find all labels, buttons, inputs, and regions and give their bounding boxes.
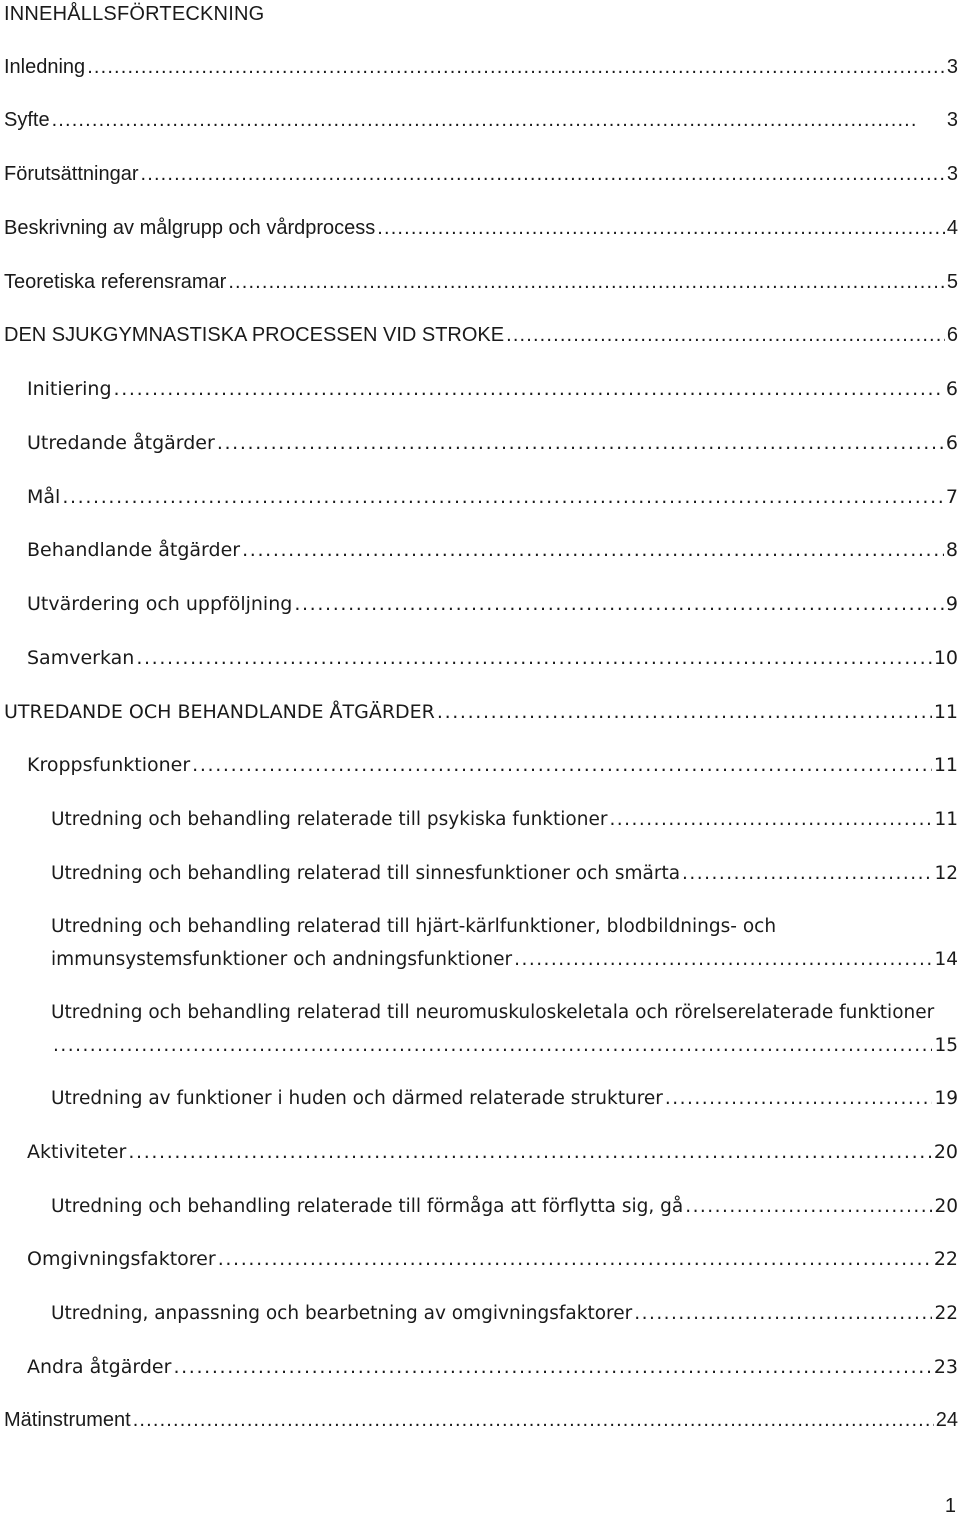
toc-entry-utvardering[interactable] — [27, 588, 960, 621]
dot-leader — [685, 1190, 932, 1223]
dot-leader — [62, 481, 944, 514]
toc-entry-funktioner-i-huden[interactable] — [51, 1082, 960, 1115]
toc-entry-label: Initiering — [27, 378, 112, 400]
toc-entry-label: DEN SJUKGYMNASTISKA PROCESSEN VID STROKE — [4, 324, 505, 346]
toc-entry-mal[interactable] — [27, 481, 960, 514]
toc-entry-initiering[interactable] — [27, 373, 960, 406]
toc-entry-andra-atgarder[interactable] — [27, 1351, 960, 1384]
toc-entry-label: Utredning och behandling relaterad till sinnesfunktioner och smärta — [51, 863, 681, 884]
toc-entry-page: 19 — [934, 1088, 958, 1109]
toc-entry-page: 12 — [934, 863, 958, 884]
toc-entry-label: Mål — [27, 486, 61, 508]
toc-entry-hjart-karlfunktioner[interactable] — [51, 910, 960, 976]
dot-leader — [136, 642, 932, 675]
toc-entry-page: 23 — [933, 1356, 958, 1378]
toc-entry-label: Utredande åtgärder — [27, 432, 215, 454]
dot-leader — [514, 943, 932, 976]
toc-entry-page: 14 — [934, 949, 958, 970]
toc-entry-label: Samverkan — [27, 647, 135, 669]
toc-entry-omgivningsfaktorer[interactable] — [27, 1243, 960, 1276]
toc-entry-page: 7 — [945, 486, 958, 508]
toc-entry-matinstrument[interactable] — [4, 1404, 960, 1437]
toc-entry-psykiska-funktioner[interactable] — [51, 803, 960, 836]
toc-entry-label: Utvärdering och uppföljning — [27, 593, 293, 615]
toc-entry-page: 11 — [933, 701, 958, 723]
toc-entry-label: Omgivningsfaktorer — [27, 1248, 216, 1270]
dot-leader — [506, 319, 945, 352]
toc-entry-label-line1: Utredning och behandling relaterad till hjärt-kärlfunktioner, blodbildnings- och — [51, 916, 777, 937]
toc-entry-page: 3 — [946, 56, 958, 78]
toc-heading: INNEHÅLLSFÖRTECKNING — [4, 3, 265, 25]
toc-entry-aktiviteter[interactable] — [27, 1136, 960, 1169]
toc-entry-page: 9 — [945, 593, 958, 615]
toc-entry-label: Behandlande åtgärder — [27, 539, 241, 561]
toc-entry-page: 5 — [946, 271, 958, 293]
toc-entry-label: Syfte — [4, 109, 50, 131]
dot-leader — [114, 373, 944, 406]
toc-entry-beskrivning[interactable] — [4, 212, 960, 245]
toc-entry-label: Inledning — [4, 56, 86, 78]
toc-entry-page: 8 — [945, 539, 958, 561]
dot-leader — [228, 266, 945, 299]
toc-entry-label-line2: immunsystemsfunktioner och andningsfunktioner — [51, 949, 513, 970]
toc-entry-behandlande-atgarder[interactable] — [27, 534, 960, 567]
toc-entry-page: 24 — [935, 1409, 958, 1431]
toc-entry-samverkan[interactable] — [27, 642, 960, 675]
toc-entry-neuromuskuloskeletala[interactable] — [51, 996, 960, 1062]
dot-leader — [609, 803, 932, 836]
toc-entry-label: Utredning och behandling relaterade till psykiska funktioner — [51, 809, 608, 830]
dot-leader — [217, 427, 944, 460]
toc-entry-page: 10 — [933, 647, 958, 669]
toc-entry-kroppsfunktioner[interactable] — [27, 749, 960, 782]
dot-leader — [682, 857, 932, 890]
toc-entry-forflytta-sig[interactable] — [51, 1190, 960, 1223]
toc-entry-syfte[interactable] — [4, 104, 960, 137]
toc-entry-page: 22 — [933, 1248, 958, 1270]
toc-entry-page: 20 — [934, 1196, 958, 1217]
toc-entry-page: 3 — [946, 163, 958, 185]
dot-leader — [294, 588, 944, 621]
dot-leader — [634, 1297, 932, 1330]
toc-entry-page: 20 — [933, 1141, 958, 1163]
toc-entry-teoretiska-referensramar[interactable] — [4, 266, 960, 299]
toc-entry-label: Teoretiska referensramar — [4, 271, 227, 293]
page-number: 1 — [944, 1495, 956, 1517]
toc-entry-label: Utredning av funktioner i huden och därmed relaterade strukturer — [51, 1088, 663, 1109]
toc-entry-anpassning-omgivningsfaktorer[interactable] — [51, 1297, 960, 1330]
toc-entry-label: Beskrivning av målgrupp och vårdprocess — [4, 217, 376, 239]
toc-entry-label-line1: Utredning och behandling relaterad till neuromuskuloskeletala och rörelserelaterade funktioner — [51, 1002, 935, 1023]
dot-leader — [141, 158, 945, 191]
toc-entry-page: 11 — [933, 754, 958, 776]
toc-entry-page: 6 — [945, 432, 958, 454]
dot-leader — [242, 534, 944, 567]
toc-entry-forutsattningar[interactable] — [4, 158, 960, 191]
dot-leader — [53, 1029, 932, 1062]
dot-leader — [192, 749, 932, 782]
dot-leader — [173, 1351, 931, 1384]
toc-entry-label: Utredning, anpassning och bearbetning av omgivningsfaktorer — [51, 1303, 633, 1324]
toc-entry-label: UTREDANDE OCH BEHANDLANDE ÅTGÄRDER — [4, 701, 435, 723]
dot-leader — [665, 1082, 933, 1115]
toc-entry-page: 6 — [945, 378, 958, 400]
toc-entry-page: 3 — [946, 109, 958, 131]
toc-entry-sinnesfunktioner[interactable] — [51, 857, 960, 890]
toc-entry-page: 4 — [946, 217, 958, 239]
toc-entry-sjukgymnastiska-processen[interactable] — [4, 319, 960, 352]
dot-leader — [377, 212, 945, 245]
dot-leader — [133, 1404, 934, 1437]
toc-entry-label: Kroppsfunktioner — [27, 754, 191, 776]
toc-entry-label: Utredning och behandling relaterade till förmåga att förflytta sig, gå — [51, 1196, 684, 1217]
toc-entry-inledning[interactable] — [4, 51, 960, 84]
toc-entry-label: Andra åtgärder — [27, 1356, 172, 1378]
toc-entry-label: Aktiviteter — [27, 1141, 127, 1163]
toc-entry-page: 6 — [946, 324, 958, 346]
toc-entry-label: Förutsättningar — [4, 163, 139, 185]
toc-entry-page: 11 — [934, 809, 958, 830]
toc-entry-utredande-och-behandlande[interactable] — [4, 696, 960, 729]
dot-leader — [128, 1136, 931, 1169]
dot-leader — [87, 51, 945, 84]
dot-leader — [52, 104, 945, 137]
toc-entry-page: 22 — [934, 1303, 958, 1324]
toc-entry-utredande-atgarder[interactable] — [27, 427, 960, 460]
toc-entry-label: Mätinstrument — [4, 1409, 131, 1431]
toc-entry-page: 15 — [934, 1035, 958, 1056]
dot-leader — [218, 1243, 932, 1276]
dot-leader — [437, 696, 932, 729]
